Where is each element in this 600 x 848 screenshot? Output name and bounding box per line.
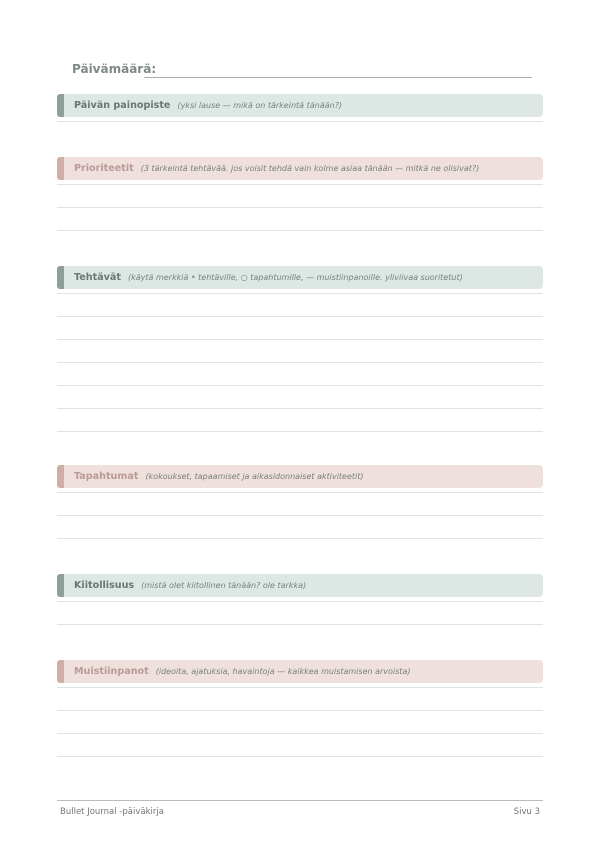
section-notes [57, 660, 543, 757]
section-accent-bar [57, 660, 64, 683]
writing-line[interactable] [57, 208, 543, 231]
date-row [72, 62, 532, 82]
footer-divider [57, 800, 543, 801]
section-daily-focus [57, 94, 543, 122]
section-hint: (mistä olet kiitollinen tänään? ole tarkka) [141, 581, 307, 590]
section-events [57, 465, 543, 539]
section-accent-bar [57, 465, 64, 488]
writing-line[interactable] [57, 493, 543, 516]
writing-line[interactable] [57, 363, 543, 386]
section-header [57, 157, 543, 180]
section-hint: (3 tärkeintä tehtävää. jos voisit tehdä vain kolme asiaa tänään — mitkä ne olisivat?) [140, 164, 480, 173]
section-header [57, 266, 543, 289]
writing-line[interactable] [57, 386, 543, 409]
section-hint: (ideoita, ajatuksia, havaintoja — kaikkea muistamisen arvoista) [155, 667, 411, 676]
section-tasks [57, 266, 543, 432]
section-hint: (kokoukset, tapaamiset ja aikasidonnaiset aktiviteetit) [145, 472, 364, 481]
section-header [57, 465, 543, 488]
section-accent-bar [57, 94, 64, 117]
writing-line[interactable] [57, 602, 543, 625]
section-accent-bar [57, 266, 64, 289]
section-title: Tapahtumat [74, 471, 139, 482]
section-title: Prioriteetit [74, 163, 134, 174]
section-hint: (yksi lause — mikä on tärkeintä tänään?) [177, 101, 342, 110]
section-hint: (käytä merkkiä • tehtäville, ○ tapahtumille, — muistiinpanoille. yliviivaa suoritetut) [127, 273, 463, 282]
date-input-line[interactable] [144, 77, 532, 78]
section-title: Päivän painopiste [74, 100, 171, 111]
writing-line[interactable] [57, 688, 543, 711]
section-gratitude [57, 574, 543, 625]
writing-line[interactable] [57, 409, 543, 432]
section-header [57, 94, 543, 117]
section-title: Kiitollisuus [74, 580, 135, 591]
writing-line[interactable] [57, 734, 543, 757]
writing-line[interactable] [57, 117, 543, 122]
section-accent-bar [57, 157, 64, 180]
footer-page-number: Sivu 3 [513, 807, 540, 817]
section-header [57, 574, 543, 597]
date-label: Päivämäärä: [72, 62, 157, 76]
writing-line[interactable] [57, 516, 543, 539]
writing-line[interactable] [57, 711, 543, 734]
section-header [57, 660, 543, 683]
section-priorities [57, 157, 543, 231]
section-title: Tehtävät [74, 272, 121, 283]
section-accent-bar [57, 574, 64, 597]
writing-line[interactable] [57, 340, 543, 363]
writing-line[interactable] [57, 185, 543, 208]
section-title: Muistiinpanot [74, 666, 149, 677]
writing-line[interactable] [57, 317, 543, 340]
writing-line[interactable] [57, 294, 543, 317]
footer-journal-title: Bullet Journal -päiväkirja [60, 807, 164, 817]
